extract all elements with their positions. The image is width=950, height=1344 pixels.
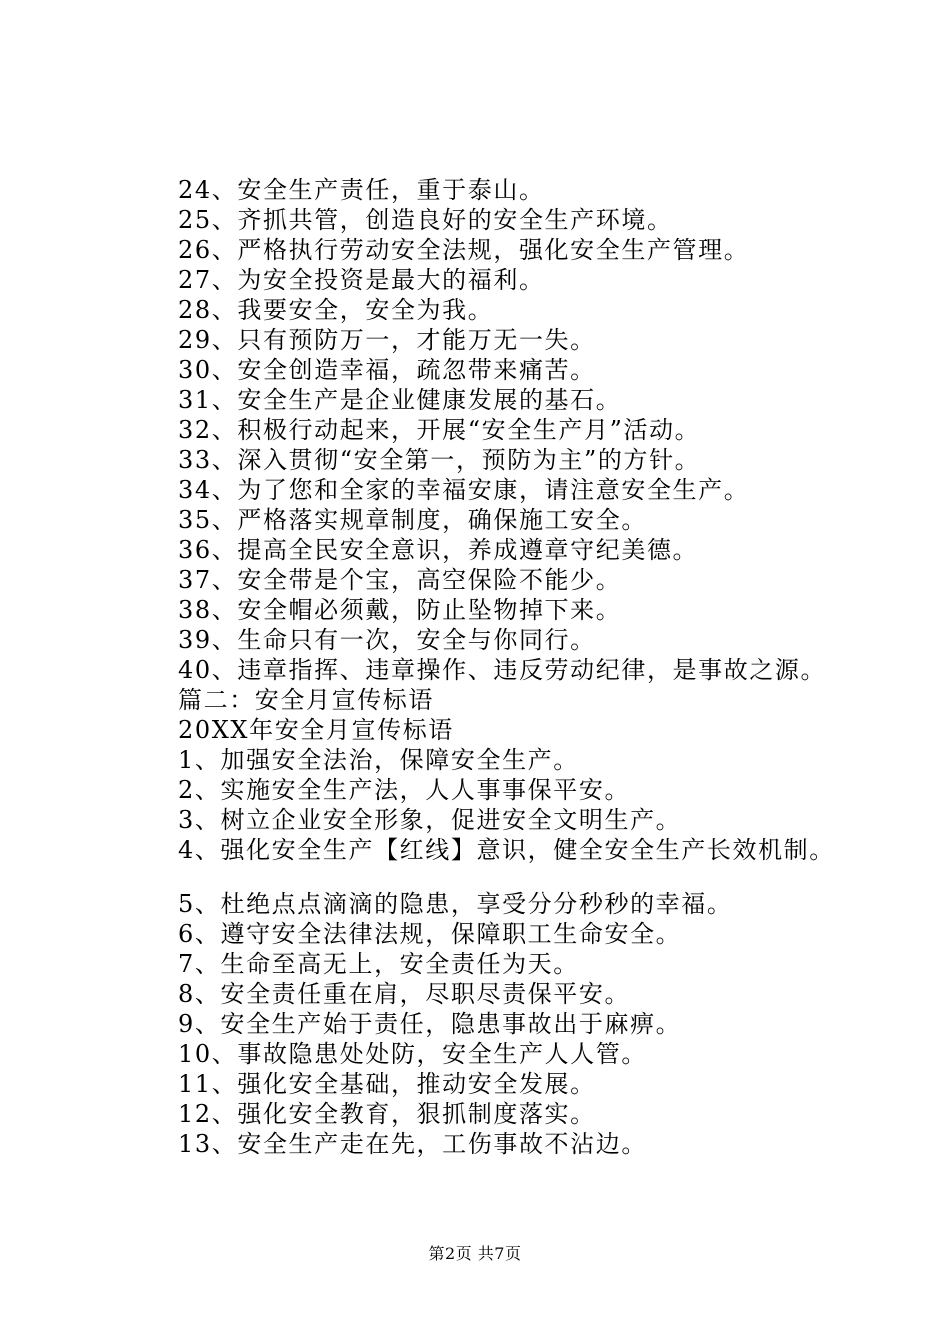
list-item: 7、生命至高无上，安全责任为天。 xyxy=(178,950,579,978)
list-item: 33、深入贯彻“安全第一，预防为主”的方针。 xyxy=(178,446,701,474)
list-item: 8、安全责任重在肩，尽职尽责保平安。 xyxy=(178,980,631,1008)
list-item: 13、安全生产走在先，工伤事故不沾边。 xyxy=(178,1130,647,1158)
list-item: 6、遵守安全法律法规，保障职工生命安全。 xyxy=(178,920,682,948)
list-item: 35、严格落实规章制度，确保施工安全。 xyxy=(178,506,647,534)
list-item: 1、加强安全法治，保障安全生产。 xyxy=(178,746,579,774)
list-item: 5、杜绝点点滴滴的隐患，享受分分秒秒的幸福。 xyxy=(178,890,733,918)
list-item: 37、安全带是个宝，高空保险不能少。 xyxy=(178,566,622,594)
list-item: 24、安全生产责任，重于泰山。 xyxy=(178,176,545,204)
list-item: 11、强化安全基础，推动安全发展。 xyxy=(178,1070,596,1098)
list-item: 9、安全生产始于责任，隐患事故出于麻痹。 xyxy=(178,1010,682,1038)
list-item: 32、积极行动起来，开展“安全生产月”活动。 xyxy=(178,416,701,444)
list-item: 40、违章指挥、违章操作、违反劳动纪律，是事故之源。 xyxy=(178,656,827,684)
list-item: 26、严格执行劳动安全法规，强化安全生产管理。 xyxy=(178,236,750,264)
list-item: 28、我要安全，安全为我。 xyxy=(178,296,494,324)
list-item: 34、为了您和全家的幸福安康，请注意安全生产。 xyxy=(178,476,750,504)
list-item: 39、生命只有一次，安全与你同行。 xyxy=(178,626,596,654)
slogan-list xyxy=(178,175,938,1159)
list-item: 25、齐抓共管，创造良好的安全生产环境。 xyxy=(178,206,673,234)
list-item: 31、安全生产是企业健康发展的基石。 xyxy=(178,386,622,414)
list-item: 3、树立企业安全形象，促进安全文明生产。 xyxy=(178,806,682,834)
section-heading: 篇二：安全月宣传标语 xyxy=(178,686,434,714)
list-item: 29、只有预防万一，才能万无一失。 xyxy=(178,326,596,354)
list-item: 30、安全创造幸福，疏忽带来痛苦。 xyxy=(178,356,596,384)
blank-line xyxy=(178,865,938,889)
list-item: 2、实施安全生产法，人人事事保平安。 xyxy=(178,776,631,804)
list-item: 27、为安全投资是最大的福利。 xyxy=(178,266,545,294)
list-item: 4、强化安全生产【红线】意识，健全安全生产长效机制。 xyxy=(178,836,835,864)
list-item: 12、强化安全教育，狠抓制度落实。 xyxy=(178,1100,596,1128)
list-item: 38、安全帽必须戴，防止坠物掉下来。 xyxy=(178,596,622,624)
list-item: 36、提高全民安全意识，养成遵章守纪美德。 xyxy=(178,536,699,564)
section-subheading: 20XX年安全月宣传标语 xyxy=(178,716,454,744)
page-footer: 第2页 共7页 xyxy=(428,1244,522,1263)
list-item: 10、事故隐患处处防，安全生产人人管。 xyxy=(178,1040,647,1068)
